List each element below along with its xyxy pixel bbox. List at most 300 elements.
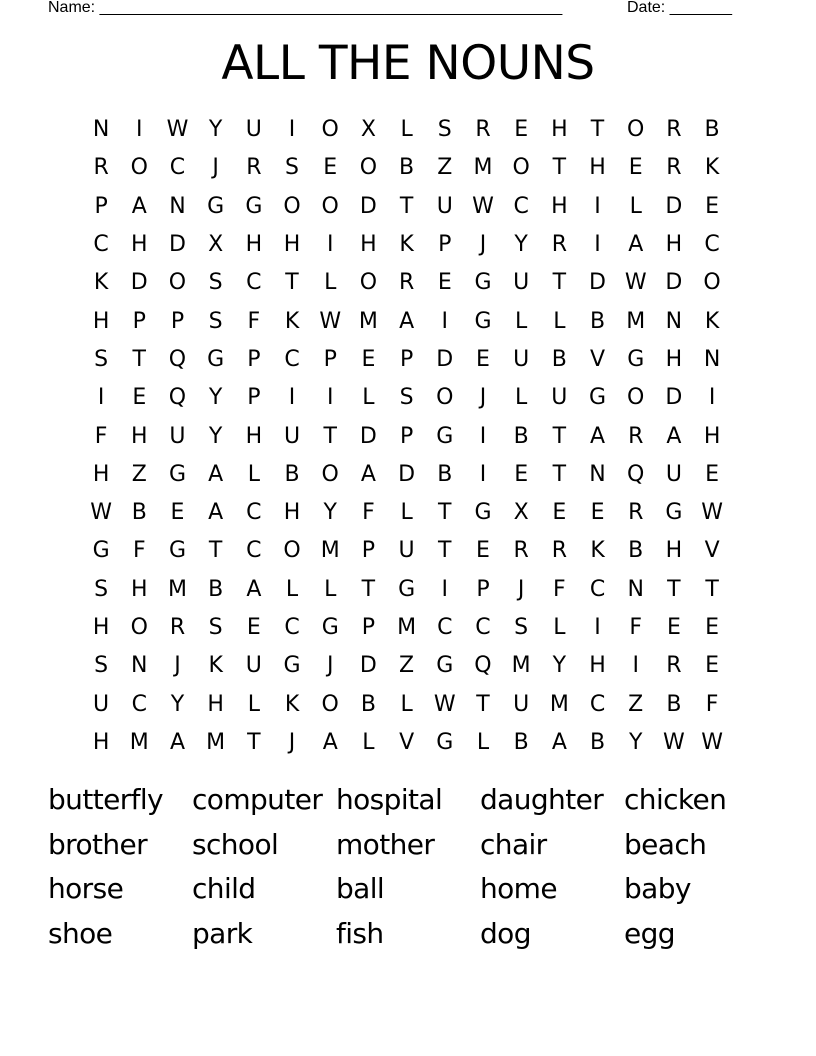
- grid-cell: R: [398, 270, 415, 296]
- grid-cell: D: [436, 346, 454, 372]
- grid-cell: L: [553, 615, 566, 640]
- grid-cell: I: [326, 385, 334, 411]
- grid-cell: A: [628, 232, 644, 258]
- grid-cell: Q: [627, 461, 645, 487]
- grid-cell: W: [166, 117, 189, 143]
- grid-cell: A: [666, 423, 682, 449]
- grid-cell: M: [473, 155, 493, 181]
- grid-cell: A: [360, 461, 376, 487]
- grid-cell: Y: [552, 653, 567, 679]
- word-row: [48, 912, 788, 957]
- grid-cell: O: [283, 193, 301, 219]
- grid-cell: Z: [628, 691, 644, 717]
- grid-cell: M: [511, 653, 531, 679]
- grid-cell: B: [628, 538, 644, 564]
- grid-cell: G: [436, 653, 454, 679]
- word-list-item: ball: [336, 872, 385, 906]
- grid-cell: U: [245, 117, 262, 143]
- grid-cell: I: [441, 576, 449, 602]
- grid-cell: P: [170, 308, 185, 334]
- grid-row: [82, 264, 732, 302]
- grid-cell: H: [360, 232, 377, 258]
- grid-cell: I: [288, 385, 296, 411]
- grid-cell: A: [399, 308, 415, 334]
- grid-cell: B: [399, 155, 415, 181]
- grid-cell: I: [136, 117, 143, 143]
- grid-cell: P: [476, 576, 490, 602]
- grid-row: [82, 111, 732, 149]
- grid-cell: U: [436, 193, 453, 219]
- grid-cell: J: [517, 576, 525, 602]
- grid-cell: Y: [208, 385, 223, 411]
- grid-cell: O: [130, 615, 148, 640]
- grid-cell: M: [397, 615, 417, 640]
- grid-cell: H: [92, 308, 110, 334]
- grid-cell: C: [589, 691, 606, 717]
- grid-cell: E: [514, 461, 529, 487]
- grid-cell: A: [246, 576, 262, 602]
- grid-cell: J: [288, 729, 296, 755]
- grid-cell: M: [358, 308, 378, 334]
- grid-cell: D: [589, 270, 606, 296]
- grid-cell: G: [474, 270, 492, 296]
- grid-cell: Q: [168, 346, 187, 372]
- grid-cell: H: [551, 193, 568, 219]
- grid-cell: D: [665, 270, 683, 296]
- grid-cell: R: [475, 117, 491, 143]
- grid-cell: M: [626, 308, 646, 334]
- grid-cell: E: [437, 270, 452, 296]
- grid-cell: S: [514, 615, 529, 640]
- grid-cell: D: [665, 385, 683, 411]
- grid-cell: O: [359, 270, 378, 296]
- grid-cell: L: [553, 308, 566, 334]
- grid-cell: M: [320, 538, 340, 564]
- grid-cell: F: [629, 615, 643, 640]
- grid-cell: T: [552, 423, 567, 449]
- grid-cell: D: [665, 193, 683, 219]
- word-row: [48, 778, 788, 823]
- grid-cell: I: [594, 193, 601, 219]
- word-list-item: hospital: [336, 783, 443, 817]
- grid-cell: X: [208, 232, 224, 258]
- grid-cell: O: [321, 117, 339, 143]
- grid-cell: B: [360, 691, 376, 717]
- grid-cell: A: [169, 729, 185, 755]
- grid-cell: C: [93, 232, 109, 258]
- grid-cell: N: [169, 193, 186, 219]
- grid-cell: U: [551, 385, 568, 411]
- grid-cell: Y: [323, 500, 337, 526]
- grid-cell: O: [283, 538, 301, 564]
- grid-cell: W: [433, 691, 456, 717]
- grid-cell: P: [399, 346, 414, 372]
- grid-cell: H: [131, 576, 148, 602]
- grid-cell: O: [436, 385, 454, 411]
- grid-cell: H: [283, 500, 301, 526]
- grid-row: [82, 341, 732, 379]
- grid-cell: X: [513, 500, 529, 526]
- grid-cell: T: [399, 193, 414, 219]
- grid-cell: R: [628, 423, 644, 449]
- grid-cell: A: [551, 729, 567, 755]
- grid-row: [82, 456, 732, 494]
- grid-cell: H: [245, 232, 263, 258]
- grid-cell: O: [321, 193, 339, 219]
- grid-cell: E: [705, 615, 720, 640]
- grid-cell: M: [129, 729, 149, 755]
- grid-row: [82, 685, 732, 723]
- grid-cell: J: [479, 232, 487, 258]
- grid-cell: T: [361, 576, 376, 602]
- grid-cell: Y: [208, 423, 223, 449]
- grid-cell: L: [515, 385, 528, 411]
- grid-cell: J: [174, 653, 181, 679]
- grid-cell: G: [168, 461, 186, 487]
- grid-cell: R: [551, 538, 567, 564]
- grid-cell: C: [704, 232, 720, 258]
- grid-cell: R: [666, 117, 682, 143]
- grid-cell: D: [168, 232, 186, 258]
- grid-cell: K: [590, 538, 605, 564]
- grid-cell: A: [131, 193, 147, 219]
- grid-cell: C: [513, 193, 529, 219]
- grid-cell: T: [438, 538, 452, 564]
- grid-cell: D: [359, 193, 377, 219]
- grid-cell: S: [437, 117, 452, 143]
- grid-cell: U: [665, 461, 682, 487]
- grid-cell: B: [513, 729, 529, 755]
- grid-cell: Q: [168, 385, 187, 411]
- grid-cell: O: [627, 117, 645, 143]
- grid-cell: K: [704, 308, 720, 334]
- grid-cell: T: [552, 270, 567, 296]
- grid-cell: M: [549, 691, 569, 717]
- grid-cell: E: [476, 538, 490, 564]
- word-list-item: butterfly: [48, 783, 164, 817]
- grid-cell: E: [705, 653, 720, 679]
- grid-cell: L: [324, 270, 337, 296]
- grid-cell: C: [246, 270, 262, 296]
- grid-cell: R: [93, 155, 109, 181]
- word-row: [48, 867, 788, 912]
- grid-cell: J: [212, 155, 219, 181]
- grid-cell: E: [705, 193, 720, 219]
- grid-cell: S: [94, 576, 109, 602]
- grid-cell: A: [322, 729, 338, 755]
- grid-cell: T: [247, 729, 261, 755]
- grid-cell: T: [208, 538, 223, 564]
- grid-cell: V: [590, 346, 606, 372]
- grid-cell: U: [169, 423, 186, 449]
- grid-cell: H: [245, 423, 263, 449]
- grid-cell: U: [513, 691, 530, 717]
- grid-cell: P: [361, 615, 376, 640]
- grid-cell: T: [438, 500, 452, 526]
- header-line: [48, 0, 748, 20]
- grid-cell: U: [93, 691, 110, 717]
- grid-cell: C: [475, 615, 491, 640]
- grid-cell: X: [360, 117, 376, 143]
- grid-cell: F: [705, 691, 719, 717]
- grid-cell: F: [553, 576, 566, 602]
- grid-cell: J: [479, 385, 487, 411]
- grid-row: [82, 302, 732, 340]
- grid-cell: H: [131, 423, 148, 449]
- word-list-item: shoe: [48, 917, 113, 951]
- grid-cell: K: [284, 308, 300, 334]
- grid-cell: J: [326, 653, 334, 679]
- grid-cell: A: [208, 461, 224, 487]
- grid-cell: Z: [437, 155, 453, 181]
- grid-cell: B: [704, 117, 720, 143]
- grid-cell: L: [324, 576, 337, 602]
- grid-cell: G: [207, 193, 225, 219]
- grid-cell: G: [436, 729, 454, 755]
- grid-cell: G: [398, 576, 416, 602]
- grid-cell: G: [436, 423, 454, 449]
- grid-cell: H: [589, 155, 606, 181]
- grid-cell: O: [130, 155, 148, 181]
- word-list-item: school: [192, 827, 279, 861]
- grid-cell: I: [594, 615, 601, 640]
- grid-cell: E: [705, 461, 720, 487]
- grid-cell: L: [362, 385, 375, 411]
- grid-cell: P: [94, 193, 108, 219]
- grid-cell: R: [246, 155, 262, 181]
- grid-cell: N: [131, 653, 148, 679]
- grid-cell: L: [247, 461, 260, 487]
- grid-cell: L: [247, 691, 260, 717]
- grid-cell: E: [132, 385, 147, 411]
- grid-cell: G: [474, 308, 492, 334]
- grid-cell: E: [514, 117, 529, 143]
- grid-cell: W: [624, 270, 647, 296]
- grid-cell: D: [398, 461, 416, 487]
- grid-cell: B: [437, 461, 453, 487]
- grid-cell: H: [703, 423, 721, 449]
- grid-cell: M: [167, 576, 187, 602]
- grid-cell: I: [708, 385, 716, 411]
- grid-cell: R: [169, 615, 186, 640]
- grid-cell: H: [665, 232, 683, 258]
- word-list-item: park: [192, 917, 253, 951]
- grid-cell: K: [208, 653, 223, 679]
- grid-cell: O: [321, 691, 339, 717]
- grid-cell: G: [321, 615, 339, 640]
- grid-cell: I: [97, 385, 105, 411]
- grid-cell: D: [130, 270, 148, 296]
- grid-cell: T: [323, 423, 337, 449]
- grid-cell: B: [513, 423, 529, 449]
- grid-cell: L: [515, 308, 528, 334]
- grid-cell: K: [284, 691, 300, 717]
- grid-cell: P: [247, 346, 261, 372]
- grid-cell: V: [704, 538, 720, 564]
- word-list-item: baby: [624, 872, 691, 906]
- grid-cell: B: [589, 729, 606, 755]
- grid-cell: L: [285, 576, 299, 602]
- grid-cell: W: [701, 500, 723, 526]
- grid-cell: E: [590, 500, 605, 526]
- grid-cell: B: [589, 308, 606, 334]
- grid-cell: S: [94, 653, 109, 679]
- grid-cell: H: [665, 346, 683, 372]
- grid-cell: S: [399, 385, 414, 411]
- grid-cell: H: [665, 538, 683, 564]
- grid-cell: I: [441, 308, 449, 334]
- grid-cell: N: [589, 461, 606, 487]
- grid-cell: H: [131, 232, 148, 258]
- grid-cell: N: [92, 117, 110, 143]
- grid-cell: T: [552, 155, 567, 181]
- grid-cell: P: [399, 423, 414, 449]
- word-list-item: horse: [48, 872, 124, 906]
- grid-cell: Z: [399, 653, 415, 679]
- grid-cell: H: [551, 117, 568, 143]
- grid-cell: B: [551, 346, 567, 372]
- word-list-item: child: [192, 872, 256, 906]
- grid-cell: R: [551, 232, 567, 258]
- grid-cell: S: [285, 155, 300, 181]
- grid-cell: U: [283, 423, 301, 449]
- word-list-item: fish: [336, 917, 384, 951]
- grid-cell: G: [474, 500, 492, 526]
- grid-cell: Y: [208, 117, 223, 143]
- grid-cell: P: [438, 232, 452, 258]
- grid-cell: L: [629, 193, 642, 219]
- grid-cell: U: [245, 653, 262, 679]
- grid-cell: G: [589, 385, 607, 411]
- grid-cell: W: [701, 729, 723, 755]
- grid-row: [82, 571, 732, 609]
- grid-cell: I: [288, 117, 296, 143]
- grid-row: [82, 188, 732, 226]
- grid-cell: H: [283, 232, 301, 258]
- grid-cell: R: [513, 538, 529, 564]
- grid-cell: P: [323, 346, 337, 372]
- grid-cell: I: [479, 461, 487, 487]
- grid-cell: F: [247, 308, 261, 334]
- grid-cell: B: [208, 576, 224, 602]
- grid-cell: T: [552, 461, 567, 487]
- grid-cell: Y: [514, 232, 528, 258]
- grid-cell: O: [512, 155, 530, 181]
- grid-cell: L: [400, 691, 413, 717]
- grid-cell: C: [246, 538, 262, 564]
- grid-cell: F: [94, 423, 108, 449]
- grid-cell: H: [207, 691, 224, 717]
- grid-cell: D: [359, 423, 377, 449]
- grid-cell: O: [321, 461, 339, 487]
- word-list-item: dog: [480, 917, 531, 951]
- grid-cell: E: [666, 615, 681, 640]
- grid-cell: T: [590, 117, 605, 143]
- grid-cell: T: [667, 576, 681, 602]
- word-list-item: computer: [192, 783, 323, 817]
- grid-cell: Z: [131, 461, 147, 487]
- grid-cell: C: [437, 615, 453, 640]
- grid-cell: C: [131, 691, 147, 717]
- word-row: [48, 823, 788, 868]
- grid-cell: G: [92, 538, 110, 564]
- grid-cell: T: [285, 270, 299, 296]
- grid-cell: H: [92, 729, 110, 755]
- grid-cell: G: [245, 193, 263, 219]
- grid-row: [82, 379, 732, 417]
- grid-cell: E: [476, 346, 490, 372]
- grid-cell: O: [703, 270, 721, 296]
- grid-cell: W: [90, 500, 112, 526]
- grid-row: [82, 609, 732, 647]
- grid-cell: L: [476, 729, 490, 755]
- grid-cell: E: [361, 346, 376, 372]
- grid-row: [82, 417, 732, 455]
- grid-cell: E: [552, 500, 567, 526]
- grid-cell: B: [284, 461, 300, 487]
- grid-cell: K: [399, 232, 414, 258]
- word-list-item: home: [480, 872, 557, 906]
- name-field: Name: ____________________________________________________: [48, 0, 563, 16]
- grid-cell: T: [132, 346, 146, 372]
- grid-cell: Y: [170, 691, 185, 717]
- grid-cell: K: [93, 270, 109, 296]
- grid-cell: T: [705, 576, 719, 602]
- grid-row: [82, 724, 732, 762]
- grid-row: [82, 149, 732, 187]
- grid-cell: P: [361, 538, 376, 564]
- grid-cell: O: [627, 385, 645, 411]
- word-list: [48, 778, 788, 956]
- grid-cell: T: [476, 691, 490, 717]
- grid-cell: G: [283, 653, 301, 679]
- grid-cell: R: [666, 155, 682, 181]
- word-list-item: egg: [624, 917, 675, 951]
- grid-cell: I: [326, 232, 334, 258]
- grid-cell: I: [479, 423, 487, 449]
- grid-cell: O: [359, 155, 378, 181]
- word-list-item: beach: [624, 827, 707, 861]
- grid-cell: U: [513, 346, 530, 372]
- grid-cell: S: [208, 270, 223, 296]
- date-field: Date: _______: [627, 0, 732, 16]
- grid-cell: P: [247, 385, 261, 411]
- grid-cell: W: [319, 308, 342, 334]
- grid-cell: G: [168, 538, 186, 564]
- grid-cell: W: [663, 729, 685, 755]
- grid-cell: C: [284, 615, 300, 640]
- letter-grid: [82, 111, 732, 762]
- grid-cell: Q: [474, 653, 492, 679]
- grid-cell: M: [206, 729, 226, 755]
- grid-cell: R: [628, 500, 644, 526]
- grid-cell: S: [208, 615, 223, 640]
- grid-cell: F: [362, 500, 375, 526]
- word-list-item: brother: [48, 827, 148, 861]
- grid-cell: G: [207, 346, 225, 372]
- grid-cell: P: [132, 308, 146, 334]
- grid-cell: H: [92, 615, 110, 640]
- grid-cell: H: [92, 461, 110, 487]
- grid-cell: C: [589, 576, 606, 602]
- grid-cell: I: [594, 232, 601, 258]
- word-list-item: mother: [336, 827, 435, 861]
- grid-cell: L: [400, 117, 413, 143]
- grid-cell: E: [246, 615, 261, 640]
- grid-cell: N: [627, 576, 644, 602]
- grid-cell: I: [632, 653, 639, 679]
- grid-cell: O: [168, 270, 187, 296]
